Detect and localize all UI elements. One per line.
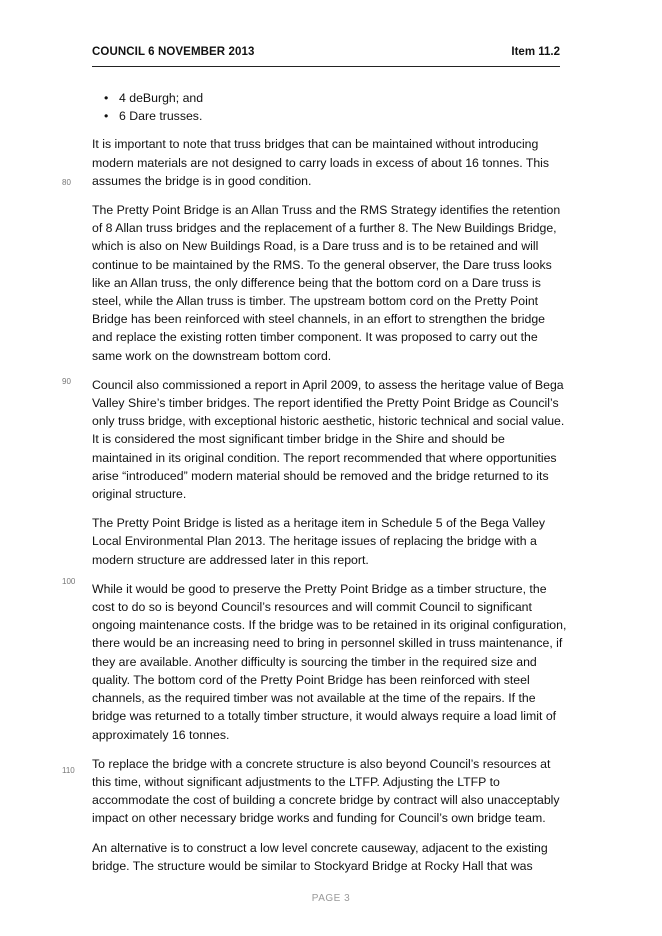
truss-type-list bbox=[92, 89, 560, 125]
text-line: The Pretty Point Bridge is listed as a heritage item in Schedule 5 of the Bega Valley bbox=[92, 516, 545, 531]
paragraph-heritage-report bbox=[92, 376, 565, 503]
paragraph-load-limits bbox=[92, 135, 560, 190]
text-line: quality. The bottom cord of the Pretty Point Bridge has been reinforced with steel bbox=[92, 672, 530, 687]
line-number: 110 bbox=[62, 766, 75, 775]
text-line: It is important to note that truss bridges that can be maintained without introducing bbox=[92, 137, 539, 152]
text-line: The Pretty Point Bridge is an Allan Truss and the RMS Strategy identifies the retention bbox=[92, 203, 561, 218]
text-line: bridge was returned to a totally timber structure, it would always require a load limit of bbox=[92, 709, 557, 724]
line-number: 80 bbox=[62, 178, 71, 187]
text-line: accommodate the cost of building a concrete bridge by contract will also unacceptably bbox=[92, 793, 560, 808]
text-line: maintained in its original condition. The report recommended that where opportunities bbox=[92, 450, 557, 465]
text-line: bridge. The structure would be similar to Stockyard Bridge at Rocky Hall that was bbox=[92, 858, 533, 873]
paragraph-concrete-replacement bbox=[92, 755, 560, 828]
text-line: arise “introduced” modern material should be removed and the bridge returned to its bbox=[92, 468, 549, 483]
paragraph-allan-truss bbox=[92, 201, 560, 365]
text-line: modern materials are not designed to carry loads in excess of about 16 tonnes. This bbox=[92, 155, 550, 170]
text-line: Valley Shire’s timber bridges. The report identified the Pretty Point Bridge as Council’s bbox=[92, 396, 559, 411]
text-line: To replace the bridge with a concrete structure is also beyond Council’s resources at bbox=[92, 756, 551, 771]
text-line: only truss bridge, with exceptional historic aesthetic, historic technical and social value. bbox=[92, 414, 565, 429]
document-body bbox=[92, 89, 567, 886]
text-line: continue to be maintained by the RMS. To the general observer, the Dare truss looks bbox=[92, 257, 552, 272]
text-line: which is also on New Buildings Road, is a Dare truss and is to be retained and will bbox=[92, 239, 539, 254]
text-line: impact on other necessary bridge works and funding for Council’s own bridge team. bbox=[92, 811, 546, 826]
paragraph-heritage-listing bbox=[92, 514, 560, 569]
text-line: While it would be good to preserve the Pretty Point Bridge as a timber structure, the bbox=[92, 581, 547, 596]
text-line: modern structure are addressed later in this report. bbox=[92, 552, 369, 567]
document-header-title: COUNCIL 6 NOVEMBER 2013 bbox=[92, 46, 255, 58]
line-number: 100 bbox=[62, 577, 76, 586]
header-divider bbox=[92, 66, 560, 67]
line-number: 90 bbox=[62, 377, 71, 386]
list-item: • 4 deBurgh; and bbox=[92, 89, 560, 107]
text-line: there would be an increasing need to bring in personnel skilled in truss maintenance, if bbox=[92, 636, 563, 651]
text-line: assumes the bridge is in good condition. bbox=[92, 173, 312, 188]
text-line: original structure. bbox=[92, 487, 187, 502]
text-line: and replace the existing rotten timber component. It was proposed to carry out the bbox=[92, 330, 538, 345]
text-line: like an Allan truss, the only difference being that the bottom cord on a Dare truss is bbox=[92, 275, 541, 290]
text-line: this time, without significant adjustments to the LTFP. Adjusting the LTFP to bbox=[92, 774, 500, 789]
text-line: approximately 16 tonnes. bbox=[92, 727, 230, 742]
text-line: It is considered the most significant timber bridge in the Shire and should be bbox=[92, 432, 505, 447]
text-line: channels, as the required timber was not available at the time of the repairs. If the bbox=[92, 691, 536, 706]
text-line: same work on the downstream bottom cord. bbox=[92, 348, 332, 363]
text-line: of 8 Allan truss bridges and the replacement of a further 8. The New Buildings Bridge, bbox=[92, 221, 557, 236]
text-line: Bridge has been reinforced with steel channels, in an effort to strengthen the bridge bbox=[92, 312, 545, 327]
text-line: steel, while the Allan truss is timber. The upstream bottom cord on the Pretty Point bbox=[92, 294, 539, 309]
text-line: they are available. Another difficulty is sourcing the timber in the required size and bbox=[92, 654, 537, 669]
text-line: An alternative is to construct a low level concrete causeway, adjacent to the existing bbox=[92, 840, 548, 855]
paragraph-causeway-alternative bbox=[92, 839, 560, 875]
text-line: cost to do so is beyond Council’s resources and will commit Council to significant bbox=[92, 600, 532, 615]
text-line: Local Environmental Plan 2013. The heritage issues of replacing the bridge with a bbox=[92, 534, 537, 549]
list-item: • 6 Dare trusses. bbox=[92, 107, 560, 125]
text-line: ongoing maintenance costs. If the bridge was to be retained in its original configuration, bbox=[92, 618, 567, 633]
document-item-number: Item 11.2 bbox=[511, 46, 560, 58]
text-line: Council also commissioned a report in April 2009, to assess the heritage value of Bega bbox=[92, 377, 564, 392]
paragraph-timber-preservation bbox=[92, 580, 567, 744]
page-number: PAGE 3 bbox=[311, 893, 351, 904]
